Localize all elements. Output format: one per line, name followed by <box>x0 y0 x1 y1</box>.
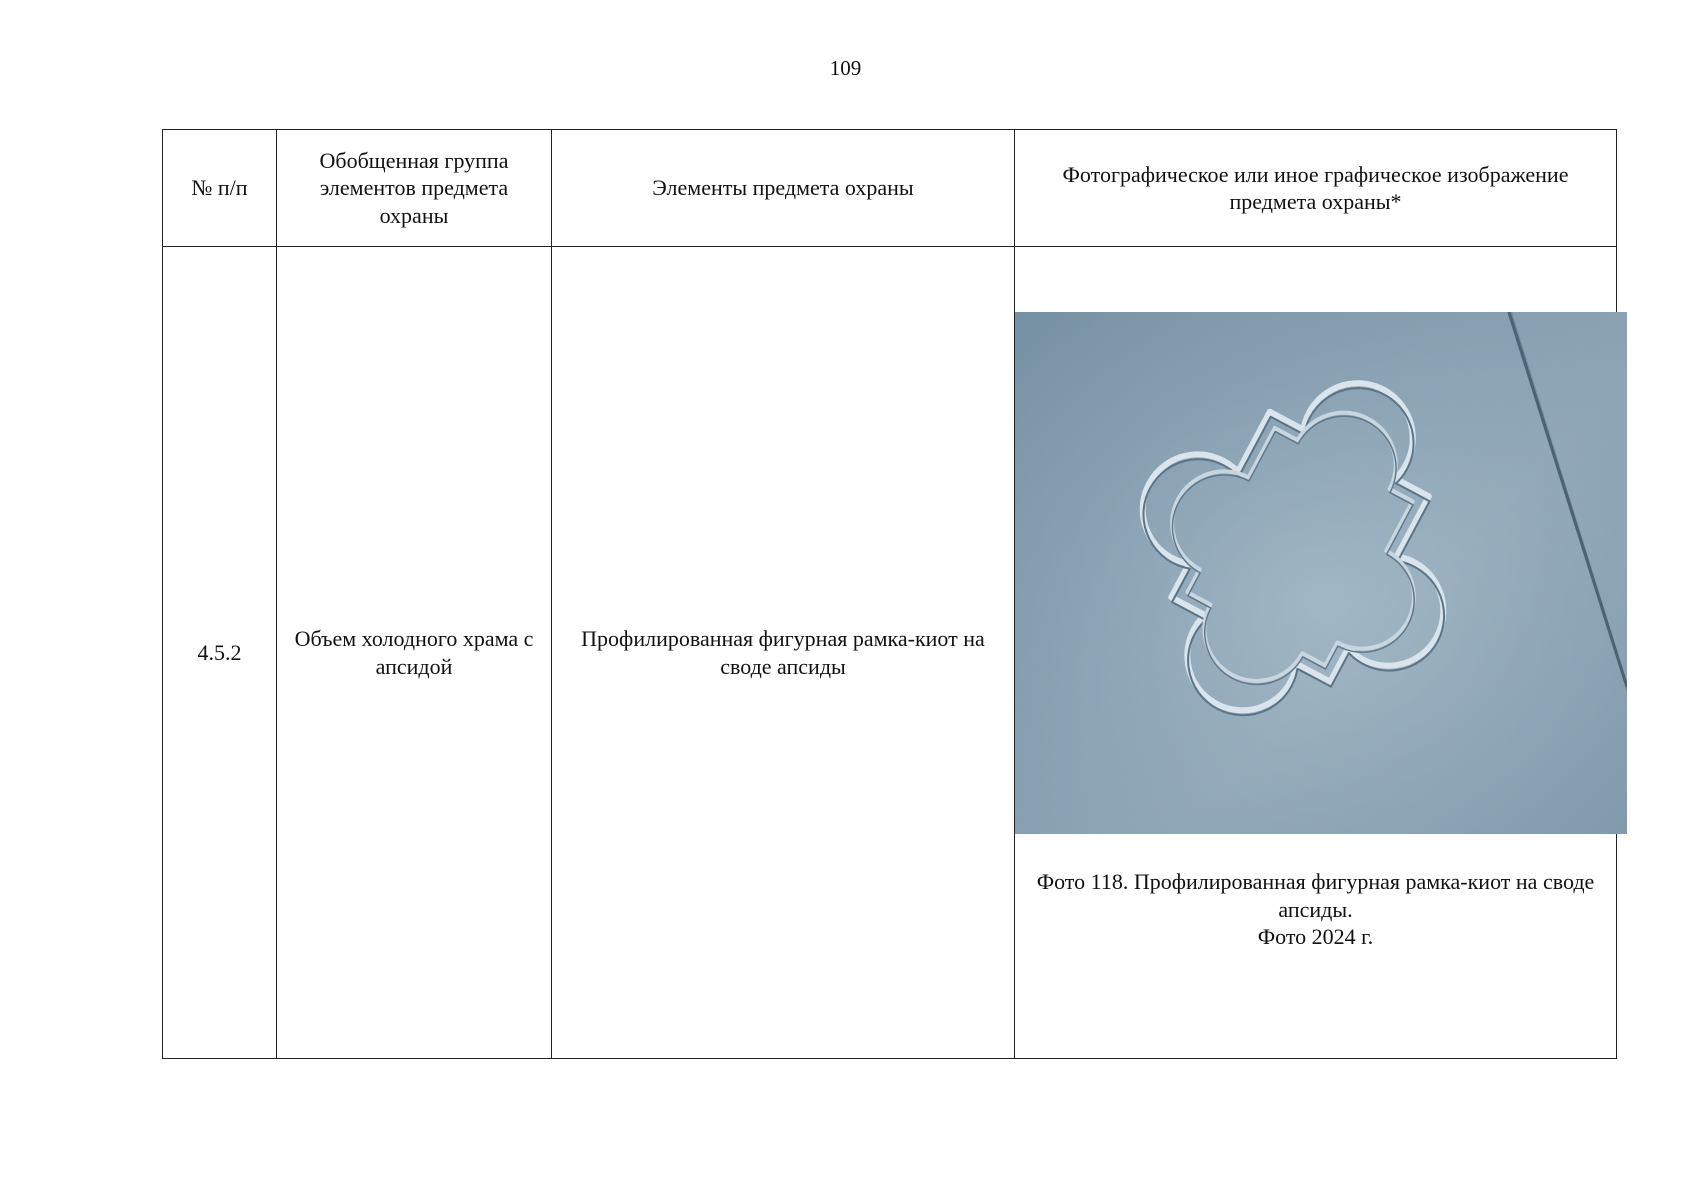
table-row <box>163 247 1617 1059</box>
caption-date: Фото 2024 г. <box>1257 924 1374 949</box>
photo-caption <box>1015 868 1616 951</box>
header-group: Обобщенная группа элементов предмета охраны <box>277 130 552 247</box>
page-number: 109 <box>829 56 862 80</box>
caption-title: Фото 118. Профилированная фигурная рамка-киот на своде апсиды. <box>1036 869 1595 922</box>
header-image: Фотографическое или иное графическое изображение предмета охраны* <box>1015 130 1617 247</box>
photo-kiot-frame <box>1015 312 1627 834</box>
protection-table <box>162 129 1617 1059</box>
header-elements: Элементы предмета охраны <box>552 130 1015 247</box>
table-header-row <box>163 130 1617 247</box>
row-image-cell <box>1015 247 1617 1059</box>
row-num: 4.5.2 <box>163 247 277 1059</box>
header-num: № п/п <box>163 130 277 247</box>
row-elements: Профилированная фигурная рамка-киот на своде апсиды <box>552 247 1015 1059</box>
row-group: Объем холодного храма с апсидой <box>277 247 552 1059</box>
